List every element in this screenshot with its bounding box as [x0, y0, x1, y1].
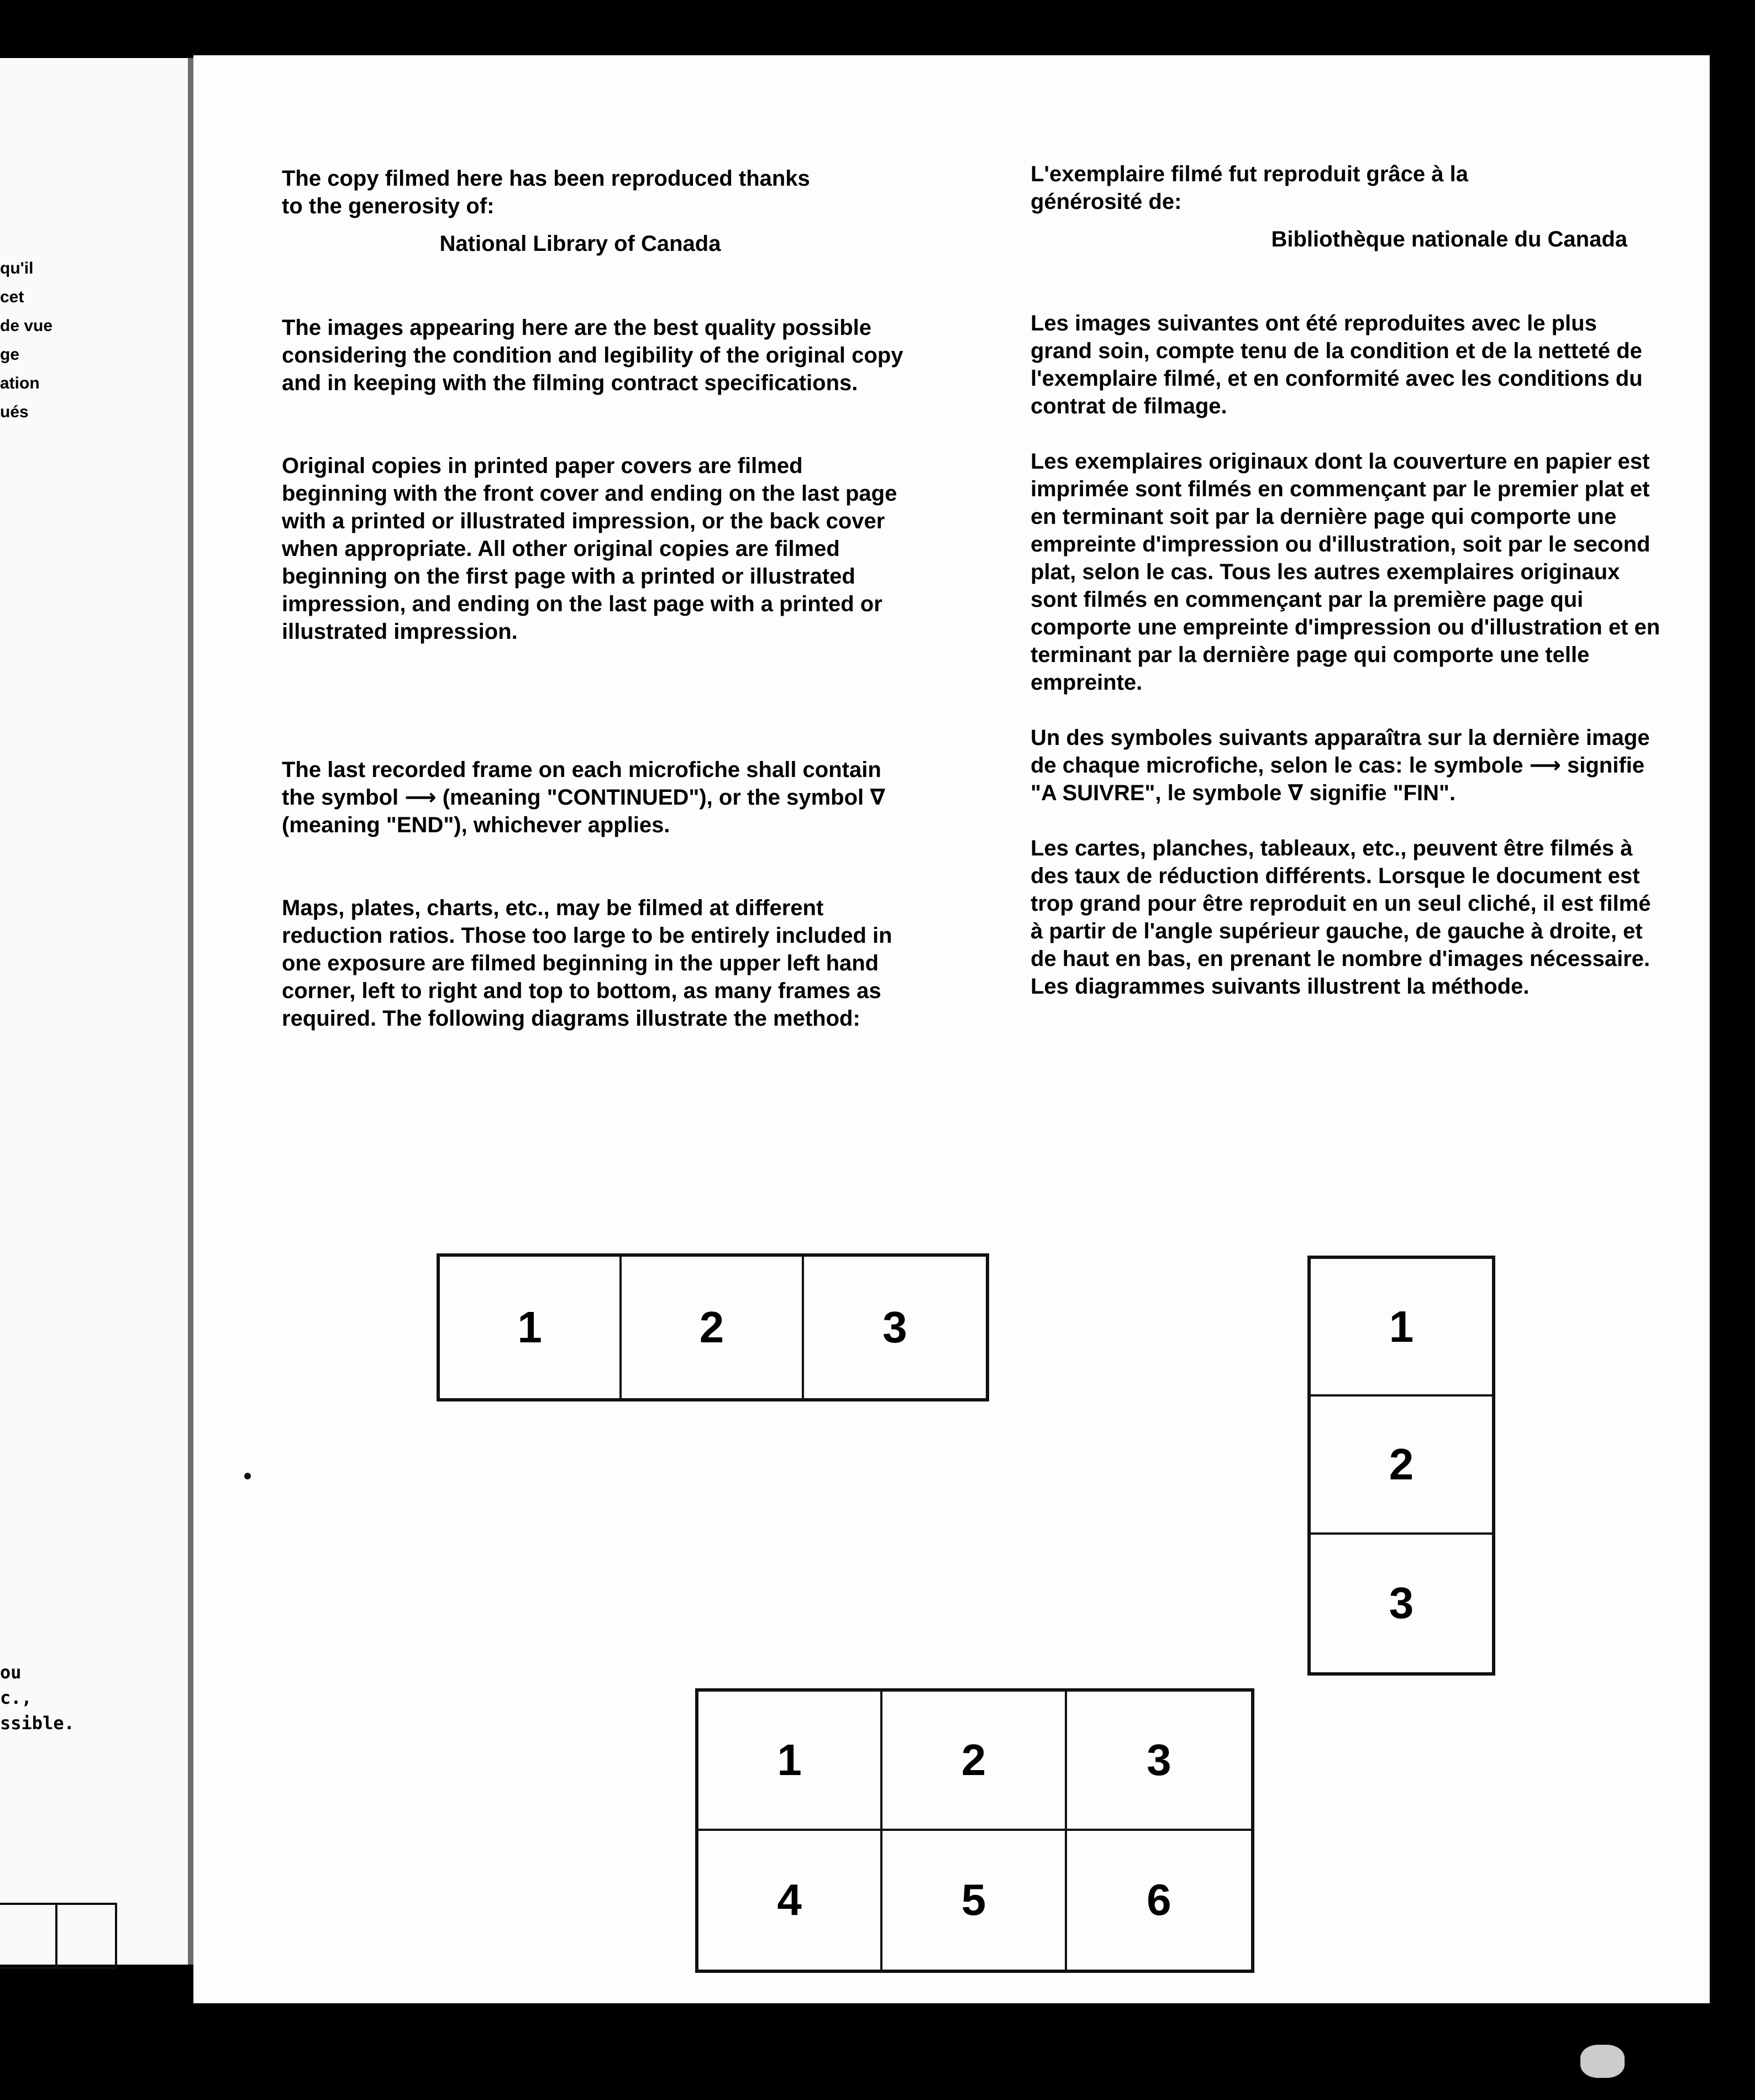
diagram-horizontal-strip — [437, 1253, 989, 1401]
left-bottom-fragment-3: ssible. — [0, 1713, 75, 1734]
frame-2: 2 — [1311, 1397, 1492, 1534]
left-fragment-5: ation — [0, 374, 40, 392]
dust-speck — [244, 1473, 251, 1479]
french-library-name: Bibliothèque nationale du Canada — [1271, 227, 1627, 251]
frame-3: 3 — [1067, 1692, 1251, 1831]
frame-4: 4 — [698, 1831, 882, 1970]
diagram-six-frame-grid — [695, 1688, 1254, 1973]
frame-1: 1 — [1311, 1259, 1492, 1397]
main-page — [193, 55, 1710, 2003]
left-fragment-1: qu'il — [0, 259, 34, 277]
french-paragraph-quality: Les images suivantes ont été reproduites avec le plus grand soin, compte tenu de la condition et de la netteté de l'exemplaire filmé, et en conformité avec les conditions du contrat de filmage. — [1031, 311, 1643, 418]
scan-artifact — [1580, 2045, 1625, 2078]
french-paragraph-symbols: Un des symboles suivants apparaîtra sur la dernière image de chaque microfiche, selon le cas: le symbole ⟶ signifie "A SUIVRE", le symbole ∇ signifie "FIN". — [1031, 726, 1650, 805]
left-fragment-6: ués — [0, 403, 29, 421]
french-intro-line-2: générosité de: — [1031, 190, 1182, 214]
french-column — [1031, 160, 1661, 1000]
english-paragraph-originals: Original copies in printed paper covers are filmed beginning with the front cover and ending on the last page with a printed or illustrated impression, or the back cover when appropriate. All other original copies are filmed beginning on the first page with a printed or illustrated impression, and ending on the last page with a printed or illustrated impression. — [282, 454, 897, 644]
frame-1: 1 — [698, 1692, 882, 1831]
left-partial-page — [0, 58, 196, 1994]
english-library-name: National Library of Canada — [439, 232, 721, 256]
left-partial-diagram — [0, 1903, 117, 1969]
english-paragraph-symbols: The last recorded frame on each microfiche shall contain the symbol ⟶ (meaning "CONTINUED"), or the symbol ∇ (meaning "END"), whichever applies. — [282, 758, 886, 837]
frame-3: 3 — [1389, 1578, 1414, 1628]
english-intro-line-2: to the generosity of: — [282, 194, 495, 218]
english-intro-line-1: The copy filmed here has been reproduced thanks — [282, 166, 810, 191]
frame-5: 5 — [882, 1831, 1066, 1970]
frame-3: 3 — [882, 1303, 907, 1352]
diagram-vertical-strip — [1307, 1256, 1495, 1676]
left-bottom-fragment-1: ou — [0, 1662, 22, 1683]
french-paragraph-maps: Les cartes, planches, tableaux, etc., peuvent être filmés à des taux de réduction différents. Lorsque le document est trop grand pour être reproduit en un seul cliché, il est filmé à partir de l'angle supérieur gauche, de gauche à droite, et de haut en bas, en prenant le nombre d'images nécessaire. Les diagrammes suivants illustrent la méthode. — [1031, 836, 1651, 999]
french-intro-line-1: L'exemplaire filmé fut reproduit grâce à la — [1031, 162, 1468, 186]
frame-2: 2 — [622, 1257, 803, 1398]
reduction-note: 32X — [77, 1976, 106, 1994]
left-bottom-fragment-2: c., — [0, 1687, 32, 1708]
frame-6: 6 — [1147, 1875, 1171, 1925]
english-paragraph-maps: Maps, plates, charts, etc., may be filmed at different reduction ratios. Those too large to be entirely included in one exposure are filmed beginning in the upper left hand corner, left to right and top to bottom, as many frames as required. The following diagrams illustrate the method: — [282, 896, 892, 1031]
english-paragraph-quality: The images appearing here are the best quality possible considering the condition and legibility of the original copy and in keeping with the filming contract specifications. — [282, 316, 903, 395]
frame-2: 2 — [882, 1692, 1066, 1831]
left-fragment-2: cet — [0, 288, 24, 306]
frame-1: 1 — [440, 1257, 622, 1398]
left-fragment-3: de vue — [0, 317, 53, 335]
english-column — [282, 165, 912, 1032]
french-paragraph-originals: Les exemplaires originaux dont la couverture en papier est imprimée sont filmés en commençant par le premier plat et en terminant soit par la dernière page qui comporte une empreinte d'impression ou d'illustration, soit par le second plat, selon le cas. Tous les autres exemplaires originaux sont filmés en commençant par la première page qui comporte une empreinte d'impression ou d'illustration et en terminant par la dernière page qui comporte une telle empreinte. — [1031, 449, 1661, 695]
left-fragment-4: ge — [0, 345, 20, 364]
